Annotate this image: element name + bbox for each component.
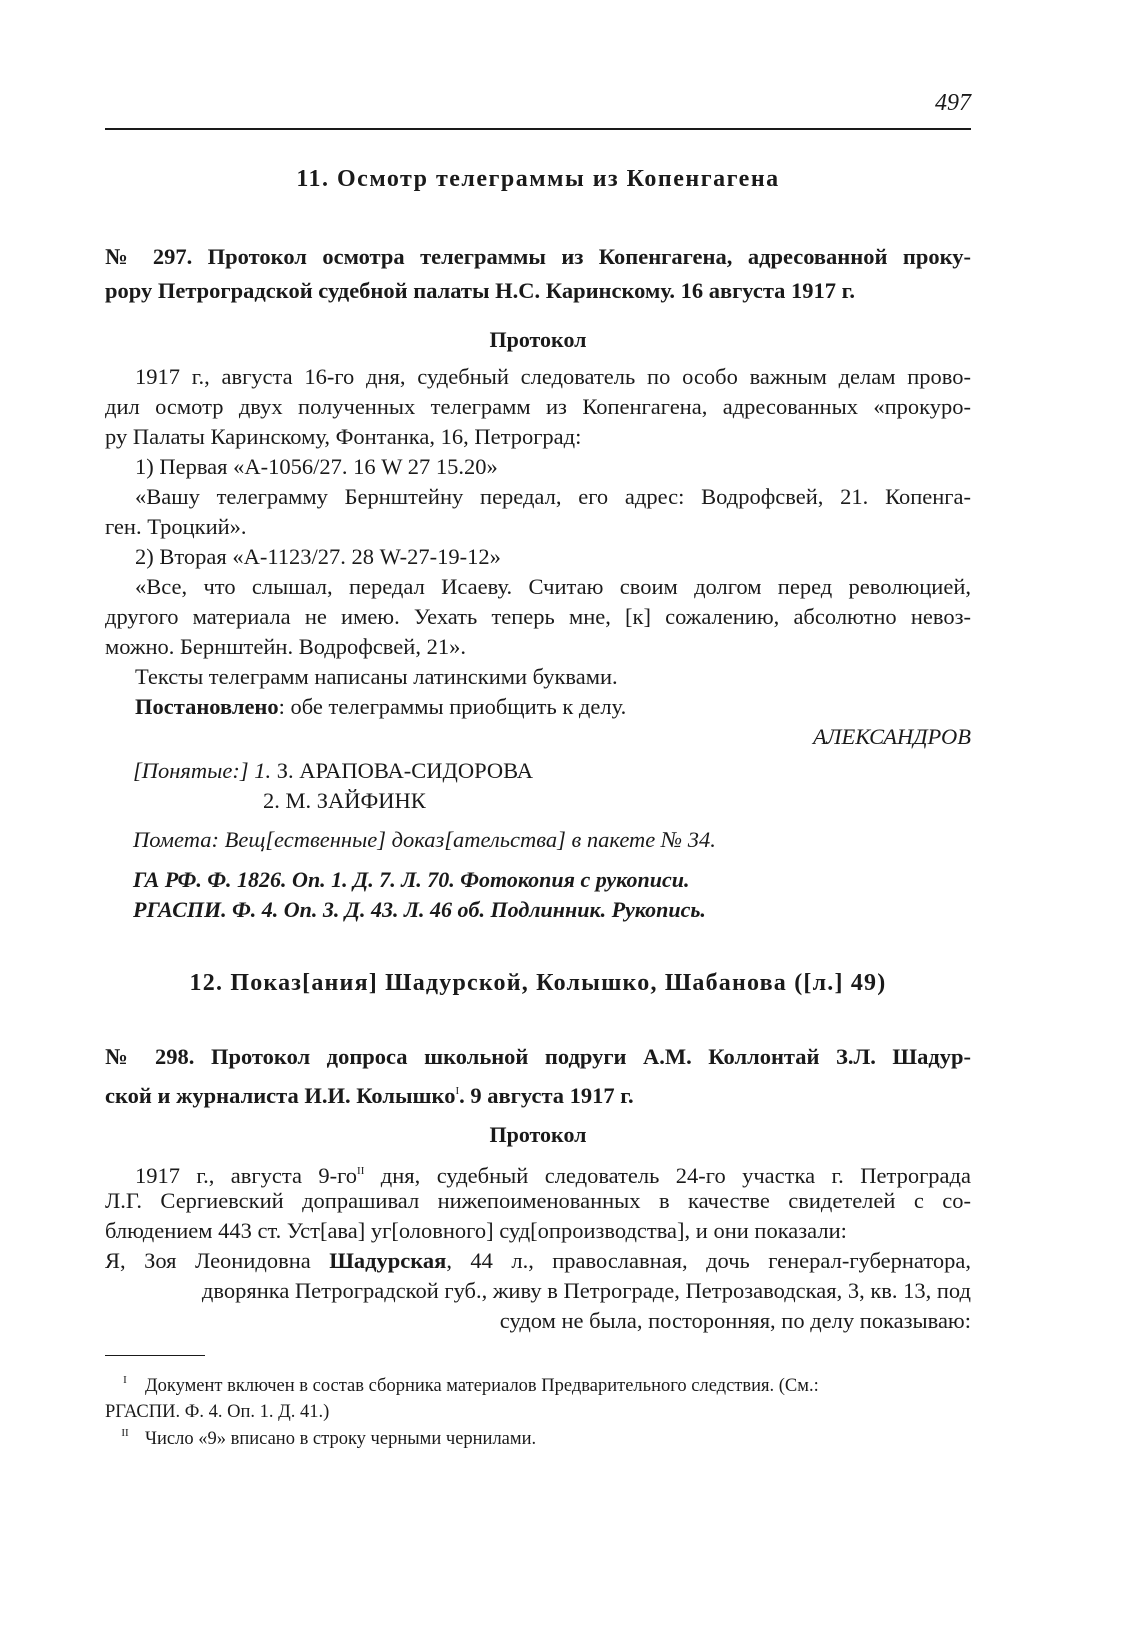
doc-297-resolution [105, 692, 971, 722]
page-number: 497 [935, 90, 971, 116]
doc-298-line-4 [105, 1246, 971, 1276]
footnote-2-text: Число «9» вписано в строку черными чернилами. [145, 1429, 537, 1449]
doc-297-signature: АЛЕКСАНДРОВ [812, 724, 971, 749]
doc-298-line-5: дворянка Петроградской губ., живу в Петрограде, Петрозаводская, 3, кв. 13, под [201, 1278, 971, 1303]
footnote-2-mark: II [121, 1427, 129, 1439]
doc-298-title-line-1: № 298. Протокол допроса школьной подруги А.М. Коллонтай З.Л. Шадур- [105, 1044, 971, 1069]
doc-297-line-6: ген. Троцкий». [105, 514, 247, 539]
doc-297-line-4: 1) Первая «А-1056/27. 16 W 27 15.20» [135, 454, 498, 479]
doc-298-line-4-b: , 44 л., православная, дочь генерал-губернатора, [446, 1248, 971, 1273]
doc-298-line-4-a: Я, Зоя Леонидовна [105, 1248, 330, 1273]
doc-298-line-1-b: дня, судебный следователь 24-го участка г. Петрограда [364, 1163, 971, 1188]
doc-297-line-8: «Все, что слышал, передал Исаеву. Считаю своим долгом перед революцией, [135, 574, 971, 599]
doc-298-title-text: ской и журналиста И.И. Колышко [105, 1083, 456, 1108]
doc-297-witness-1 [105, 756, 971, 786]
doc-297-line-3: ру Палаты Каринскому, Фонтанка, 16, Петроград: [105, 424, 582, 449]
doc-298-line-6: судом не была, посторонняя, по делу показываю: [499, 1308, 971, 1333]
doc-297-witness-2: 2. М. ЗАЙФИНК [263, 788, 426, 813]
doc-297-line-9: другого материала не имею. Уехать теперь мне, [к] сожалению, абсолютно невоз- [105, 604, 971, 629]
header-rule [105, 128, 971, 130]
doc-297-line-1: 1917 г., августа 16-го дня, судебный следователь по особо важным делам прово- [135, 364, 971, 389]
document-page [105, 0, 971, 1631]
doc-298-line-1-a: 1917 г., августа 9-го [135, 1163, 358, 1188]
footnote-1-mark: I [123, 1374, 127, 1386]
doc-297-title-line-1: № 297. Протокол осмотра телеграммы из Копенгагена, адресованной проку- [105, 244, 971, 269]
footnote-2 [105, 1420, 971, 1452]
doc-297-note: Помета: Вещ[ественные] доказ[ательства] в пакете № 34. [133, 827, 716, 852]
footnote-rule [105, 1355, 205, 1356]
footnote-ref-1: I [455, 1085, 460, 1097]
witness-1-name: З. АРАПОВА-СИДОРОВА [271, 758, 533, 783]
doc-298-title-line-2 [105, 1074, 971, 1113]
doc-297-heading: Протокол [489, 327, 587, 352]
section-12-title: 12. Показ[ания] Шадурской, Колышко, Шабанова ([л.] 49) [189, 970, 887, 996]
section-11-title: 11. Осмотр телеграммы из Копенгагена [296, 166, 780, 192]
resolution-text: : обе телеграммы приобщить к делу. [278, 694, 627, 719]
doc-298-title [105, 1040, 971, 1113]
doc-297-source-1: ГА РФ. Ф. 1826. Оп. 1. Д. 7. Л. 70. Фотокопия с рукописи. [133, 867, 690, 892]
doc-297-title-line-2: рору Петроградской судебной палаты Н.С. Каринскому. 16 августа 1917 г. [105, 278, 855, 303]
doc-297-source-2: РГАСПИ. Ф. 4. Оп. 3. Д. 43. Л. 46 об. Подлинник. Рукопись. [133, 897, 706, 922]
footnote-1-text: Документ включен в состав сборника материалов Предварительного следствия. (См.: [145, 1376, 819, 1396]
resolution-label: Постановлено [135, 694, 279, 719]
witness-label: [Понятые:] 1. [133, 758, 272, 783]
doc-298-line-2: Л.Г. Сергиевский допрашивал нижепоименованных в качестве свидетелей с со- [105, 1188, 971, 1213]
witness-name: Шадурская [329, 1248, 447, 1273]
footnote-1-line-2: РГАСПИ. Ф. 4. Оп. 1. Д. 41.) [105, 1402, 330, 1422]
doc-298-title-date: . 9 августа 1917 г. [459, 1083, 634, 1108]
footnote-1 [105, 1367, 971, 1425]
footnote-1-line-1 [105, 1367, 971, 1399]
doc-297-line-2: дил осмотр двух полученных телеграмм из Копенгагена, адресованных «прокуро- [105, 394, 971, 419]
doc-297-line-5: «Вашу телеграмму Бернштейну передал, его адрес: Водрофсвей, 21. Копенга- [135, 484, 971, 509]
footnote-ref-2: II [357, 1165, 365, 1177]
doc-297-line-10: можно. Бернштейн. Водрофсвей, 21». [105, 634, 466, 659]
doc-297-line-7: 2) Вторая «А-1123/27. 28 W-27-19-12» [135, 544, 501, 569]
doc-297-title [105, 240, 971, 308]
doc-298-line-3: блюдением 443 ст. Уст[ава] уг[оловного] суд[опроизводства], и они показали: [105, 1218, 847, 1243]
doc-297-line-11: Тексты телеграмм написаны латинскими буквами. [135, 664, 618, 689]
doc-298-heading: Протокол [489, 1122, 587, 1147]
